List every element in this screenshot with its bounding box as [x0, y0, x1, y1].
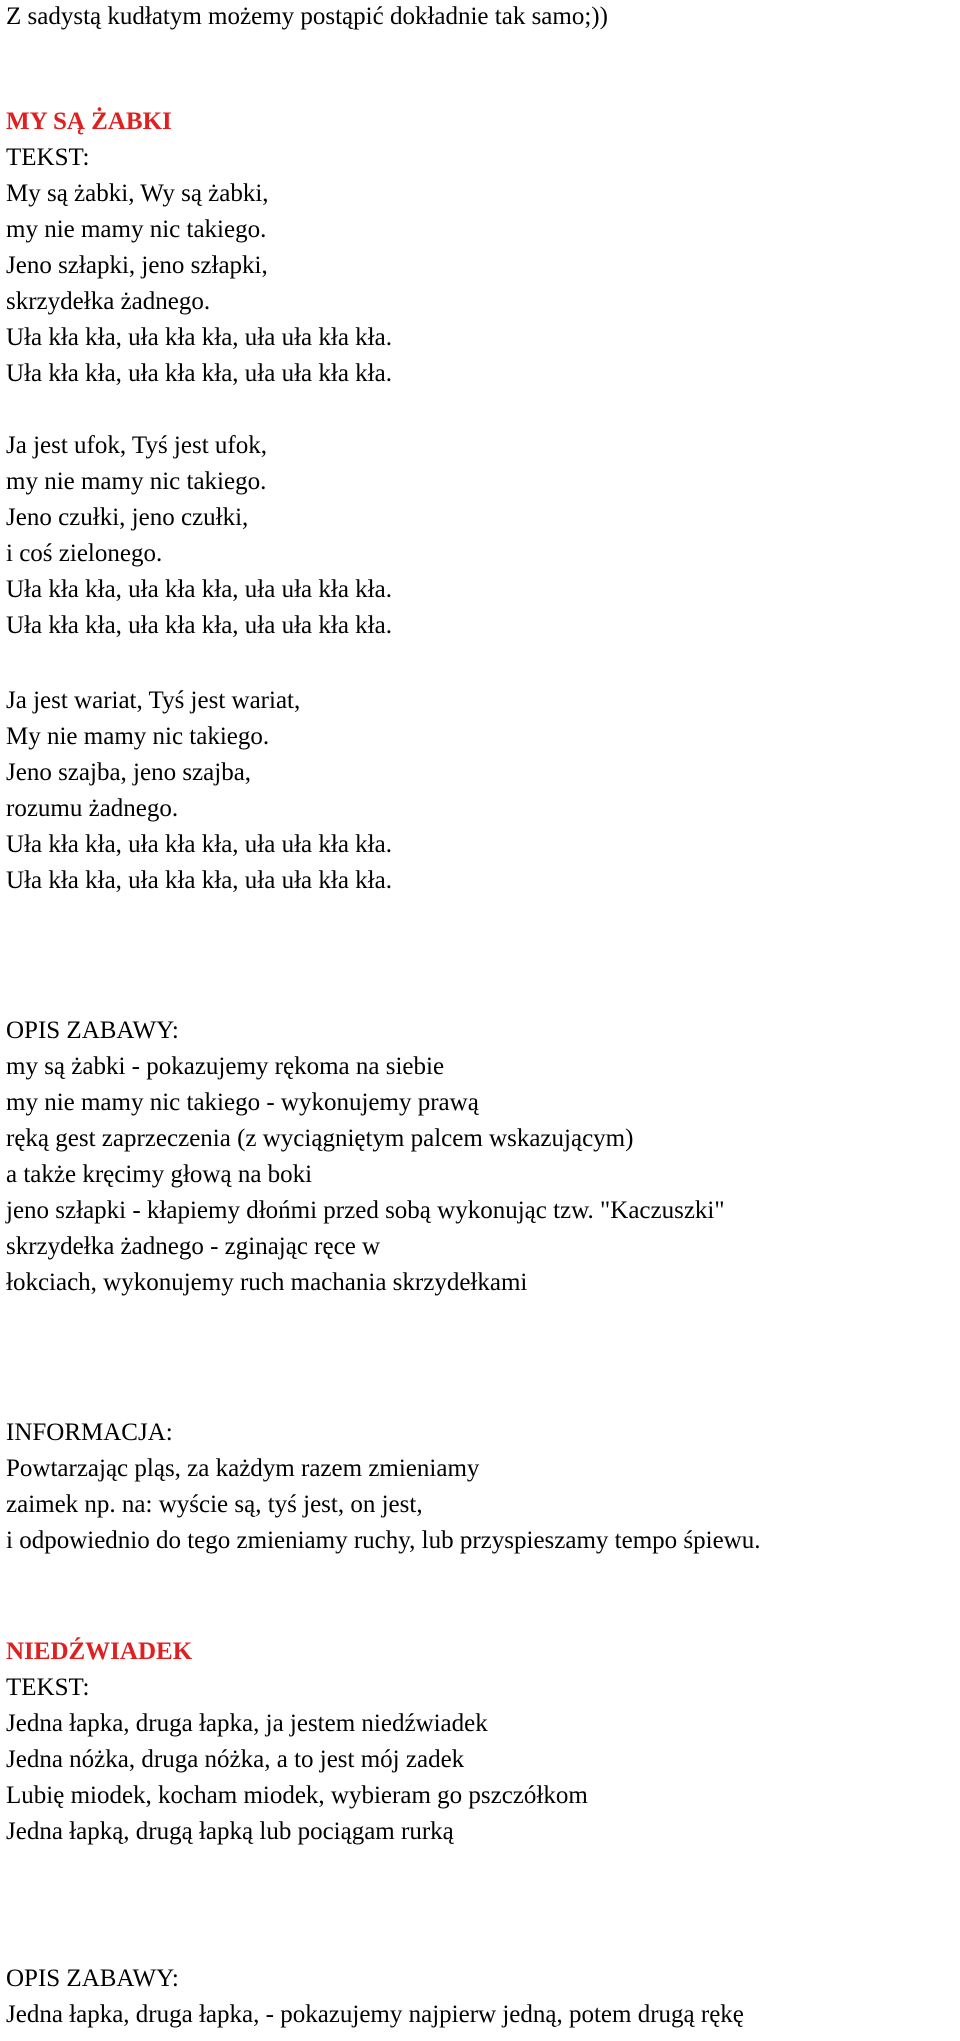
song1-verse1-line: skrzydełka żadnego.	[6, 288, 211, 315]
song1-verse3-line: Ja jest wariat, Tyś jest wariat,	[6, 687, 301, 714]
song2-line: Jedna łapką, drugą łapką lub pociągam rurką	[6, 1818, 454, 1845]
song1-opis-line: jeno szłapki - kłapiemy dłońmi przed sobą wykonując tzw. "Kaczuszki"	[6, 1197, 725, 1224]
song1-opis-line: my są żabki - pokazujemy rękoma na siebie	[6, 1053, 445, 1080]
song2-opis-label: OPIS ZABAWY:	[6, 1965, 179, 1992]
song2-line: Jedna nóżka, druga nóżka, a to jest mój zadek	[6, 1746, 465, 1773]
song1-info-line: zaimek np. na: wyście są, tyś jest, on jest,	[6, 1491, 423, 1518]
song1-verse2-line: Ja jest ufok, Tyś jest ufok,	[6, 432, 267, 459]
song1-opis-line: my nie mamy nic takiego - wykonujemy prawą	[6, 1089, 479, 1116]
song1-opis-line: ręką gest zaprzeczenia (z wyciągniętym palcem wskazującym)	[6, 1125, 634, 1152]
song1-opis-line: a także kręcimy głową na boki	[6, 1161, 313, 1188]
song2-title: NIEDŹWIADEK	[6, 1638, 193, 1665]
song1-verse2-line: i coś zielonego.	[6, 540, 163, 567]
song1-opis-line: skrzydełka żadnego - zginając ręce w	[6, 1233, 381, 1260]
song1-verse2-line: Uła kła kła, uła kła kła, uła uła kła kła.	[6, 576, 392, 603]
song1-verse1-line: Uła kła kła, uła kła kła, uła uła kła kła.	[6, 360, 392, 387]
song2-line: Lubię miodek, kocham miodek, wybieram go pszczółkom	[6, 1782, 588, 1809]
song1-verse1-line: Uła kła kła, uła kła kła, uła uła kła kła.	[6, 324, 392, 351]
song1-verse1-line: Jeno szłapki, jeno szłapki,	[6, 252, 268, 279]
song1-verse3-line: rozumu żadnego.	[6, 795, 179, 822]
song1-info-label: INFORMACJA:	[6, 1419, 173, 1446]
song1-verse1-line: My są żabki, Wy są żabki,	[6, 180, 269, 207]
song1-verse2-line: my nie mamy nic takiego.	[6, 468, 267, 495]
song2-opis-line: Jedna łapka, druga łapka, - pokazujemy najpierw jedną, potem drugą rękę	[6, 2001, 744, 2028]
song1-opis-label: OPIS ZABAWY:	[6, 1017, 179, 1044]
song1-info-line: Powtarzając pląs, za każdym razem zmieniamy	[6, 1455, 480, 1482]
song1-title: MY SĄ ŻABKI	[6, 108, 172, 135]
song1-verse3-line: Uła kła kła, uła kła kła, uła uła kła kła.	[6, 831, 392, 858]
song1-verse2-line: Uła kła kła, uła kła kła, uła uła kła kła.	[6, 612, 392, 639]
song1-verse2-line: Jeno czułki, jeno czułki,	[6, 504, 249, 531]
song1-verse3-line: Jeno szajba, jeno szajba,	[6, 759, 252, 786]
song2-tekst-label: TEKST:	[6, 1674, 90, 1701]
song1-tekst-label: TEKST:	[6, 144, 90, 171]
song1-verse3-line: My nie mamy nic takiego.	[6, 723, 270, 750]
song1-opis-line: łokciach, wykonujemy ruch machania skrzydełkami	[6, 1269, 528, 1296]
song1-verse1-line: my nie mamy nic takiego.	[6, 216, 267, 243]
song1-verse3-line: Uła kła kła, uła kła kła, uła uła kła kła.	[6, 867, 392, 894]
song2-line: Jedna łapka, druga łapka, ja jestem niedźwiadek	[6, 1710, 488, 1737]
song1-info-line: i odpowiednio do tego zmieniamy ruchy, lub przyspieszamy tempo śpiewu.	[6, 1527, 761, 1554]
intro-text: Z sadystą kudłatym możemy postąpić dokładnie tak samo;))	[6, 3, 608, 30]
